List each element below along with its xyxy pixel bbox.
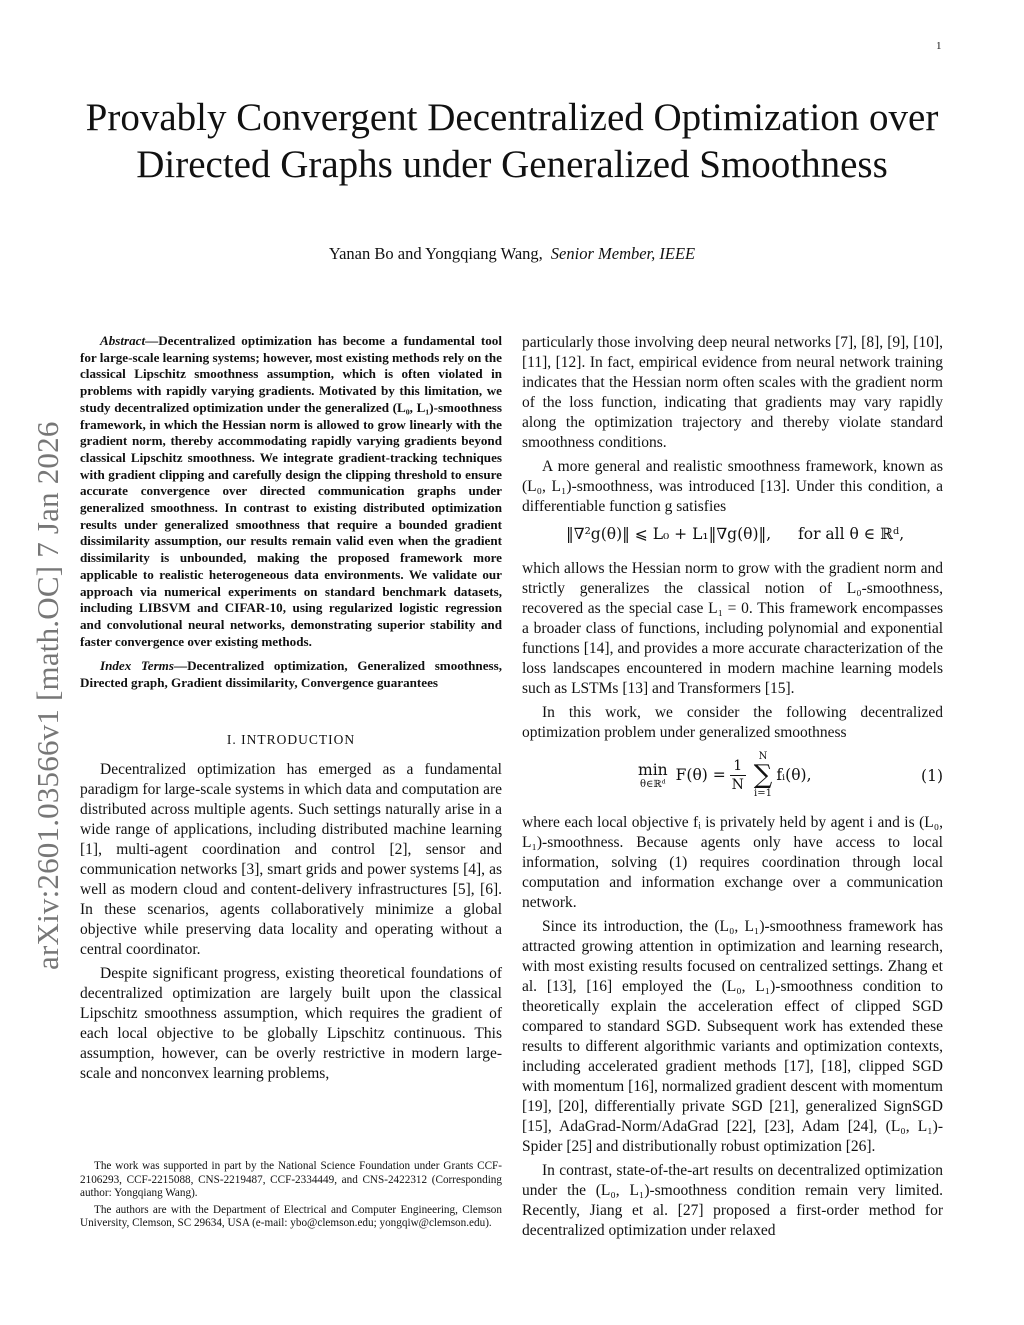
smoothness-equation-condition: for all θ ∈ ℝᵈ,: [798, 525, 905, 543]
section-heading-introduction: I. INTRODUCTION: [226, 731, 356, 747]
fraction-numerator: 1: [733, 757, 743, 774]
right-paragraph-6: Since its introduction, the (L₀, L₁)-smoothness framework has attracted growing attention in optimization and learning research, with most existing results focused on centralized settings. Zhang et al. [13], [16] employed the (L₀, L₁)-smoothness condition to theoretically explain the acceleration effect of clipped SGD compared to standard SGD. Subsequent work has extended these results to different algorithmic variants and optimization contexts, including accelerated gradient methods [17], [18], clipped SGD with momentum [16], normalized gradient descent with momentum [19], [20], differentially private SGD [21], generalized SignSGD [15], AdaGrad-Norm/AdaGrad [22], [23], Adam [24], (L₀, L₁)-Spider [25] and distributionally robust optimization [26].: [522, 918, 943, 1155]
index-terms: [80, 658, 502, 691]
summation: [754, 751, 773, 799]
equation-lhs: F(θ) =: [675, 766, 726, 784]
right-column: [522, 333, 943, 1245]
index-terms-label: Index Terms: [100, 658, 174, 674]
right-paragraph-1: particularly those involving deep neural networks [7], [8], [9], [10], [11], [12]. In fact, empirical evidence from neural network training indicates that the Hessian norm often scales with the gradient norm of the loss function, indicating that gradients may vary rapidly along the optimization trajectory and thereby violate standard smoothness conditions.: [522, 334, 943, 451]
right-paragraph-5: where each local objective fᵢ is privately held by agent i and is (L₀, L₁)-smoothness. Because agents only have access to local information, solving (1) requires coordination through local computation and information exchange over a communication network.: [522, 814, 943, 911]
problem-equation-body: [638, 751, 812, 799]
equation-rhs: fᵢ(θ),: [776, 766, 812, 784]
equation-number: (1): [921, 767, 943, 785]
page-number: 1: [936, 40, 942, 52]
sum-symbol: ∑: [753, 760, 773, 790]
author-line: [80, 244, 944, 264]
author-names: Yanan Bo and Yongqiang Wang,: [328, 244, 543, 263]
fraction-bar: [730, 775, 746, 776]
footnotes: [80, 1160, 502, 1234]
abstract-text: —Decentralized optimization has become a fundamental tool for large-scale learning systems; however, most existing methods rely on the classical Lipschitz smoothness assumption, which is often violated in problems with rapidly varying gradients. Motivated by this limitation, we study decentralized optimization under the generalized (L₀, L₁)-smoothness framework, in which the Hessian norm is allowed to grow linearly with the gradient norm, thereby accommodating rapidly varying gradients beyond classical Lipschitz smoothness. We integrate gradient-tracking techniques with gradient clipping and carefully design the clipping threshold to ensure accurate convergence over directed communication graphs under generalized smoothness. In contrast to existing distributed optimization results under generalized smoothness that require a bounded gradient dissimilarity assumption, our results remain valid even when the gradient dissimilarity is unbounded, making the proposed framework more applicable to realistic heterogeneous data environments. We validate our approach via numerical experiments on standard benchmark datasets, including LIBSVM and CIFAR-10, using regularized logistic regression and convolutional neural networks, demonstrating superior stability and faster convergence over existing methods.: [80, 333, 502, 649]
arxiv-identifier[interactable]: arXiv:2601.03566v1 [math.OC] 7 Jan 2026: [30, 421, 65, 970]
footnote-funding: The work was supported in part by the National Science Foundation under Grants CCF-2106293, CCF-2215088, CNS-2219487, CCF-2334449, and CNS-2422312 (Corresponding author: Yongqiang Wang).: [80, 1160, 502, 1199]
right-paragraph-7: In contrast, state-of-the-art results on decentralized optimization under the (L₀, L₁)-smoothness condition remain very limited. Recently, Jiang et al. [27] proposed a first-order method for decentralized optimization under relaxed: [522, 1162, 943, 1239]
smoothness-equation: [522, 523, 943, 549]
right-paragraph-2: A more general and realistic smoothness framework, known as (L₀, L₁)-smoothness, was introduced [13]. Under this condition, a differentiable function g satisfies: [522, 458, 943, 515]
abstract: [80, 333, 502, 650]
fraction-denominator: N: [731, 776, 744, 793]
problem-equation: [522, 749, 943, 807]
abstract-label: Abstract: [100, 333, 146, 348]
paper-title: Provably Convergent Decentralized Optimization over Directed Graphs under Generalized Smoothness: [85, 96, 939, 186]
sum-upper-limit: N: [758, 751, 768, 762]
right-paragraph-4: In this work, we consider the following decentralized optimization problem under generalized smoothness: [522, 704, 943, 741]
index-terms-text: —Decentralized optimization, Generalized smoothness, Directed graph, Gradient dissimilarity, Convergence guarantees: [80, 658, 502, 691]
smoothness-equation-body: ‖∇²g(θ)‖ ⩽ L₀ + L₁‖∇g(θ)‖,: [566, 525, 772, 543]
left-column: [80, 333, 502, 1088]
intro-paragraph-1: Decentralized optimization has emerged as a fundamental paradigm for large-scale systems in which data and computation are distributed across multiple agents. Such settings naturally arise in a wide range of applications, including distributed machine learning [1], multi-agent coordination and control [2], sensor and communication networks [3], smart grids and power systems [4], as well as modern cloud and content-delivery infrastructures [5], [6]. In these scenarios, agents collaboratively minimize a global objective while preserving data locality and operating without a central coordinator.: [80, 760, 502, 958]
min-symbol: min: [638, 760, 668, 779]
sum-lower-limit: i=1: [754, 788, 772, 799]
intro-paragraph-2: Despite significant progress, existing theoretical foundations of decentralized optimization are largely built upon the classical Lipschitz smoothness assumption, which requires the gradient of each local objective to be globally Lipschitz continuous. This assumption, however, can be overly restrictive in modern large-scale and nonconvex learning problems,: [80, 964, 502, 1082]
footnote-affiliation: The authors are with the Department of Electrical and Computer Engineering, Clemson University, Clemson, SC 29634, USA (e-mail: ybo@clemson.edu; yongqiw@clemson.edu).: [80, 1203, 502, 1229]
fraction: [730, 758, 746, 793]
min-subscript: θ∈ℝᵈ: [639, 778, 666, 790]
author-role: Senior Member, IEEE: [550, 244, 696, 263]
min-operator: [638, 761, 668, 790]
right-paragraph-3: which allows the Hessian norm to grow with the gradient norm and strictly generalizes the classical notion of L₀-smoothness, recovered as the special case L₁ = 0. This framework encompasses a broader class of functions, including polynomial and exponential functions [14], and provides a more accurate characterization of the loss landscapes encountered in modern machine learning models such as LSTMs [13] and Transformers [15].: [522, 560, 943, 697]
